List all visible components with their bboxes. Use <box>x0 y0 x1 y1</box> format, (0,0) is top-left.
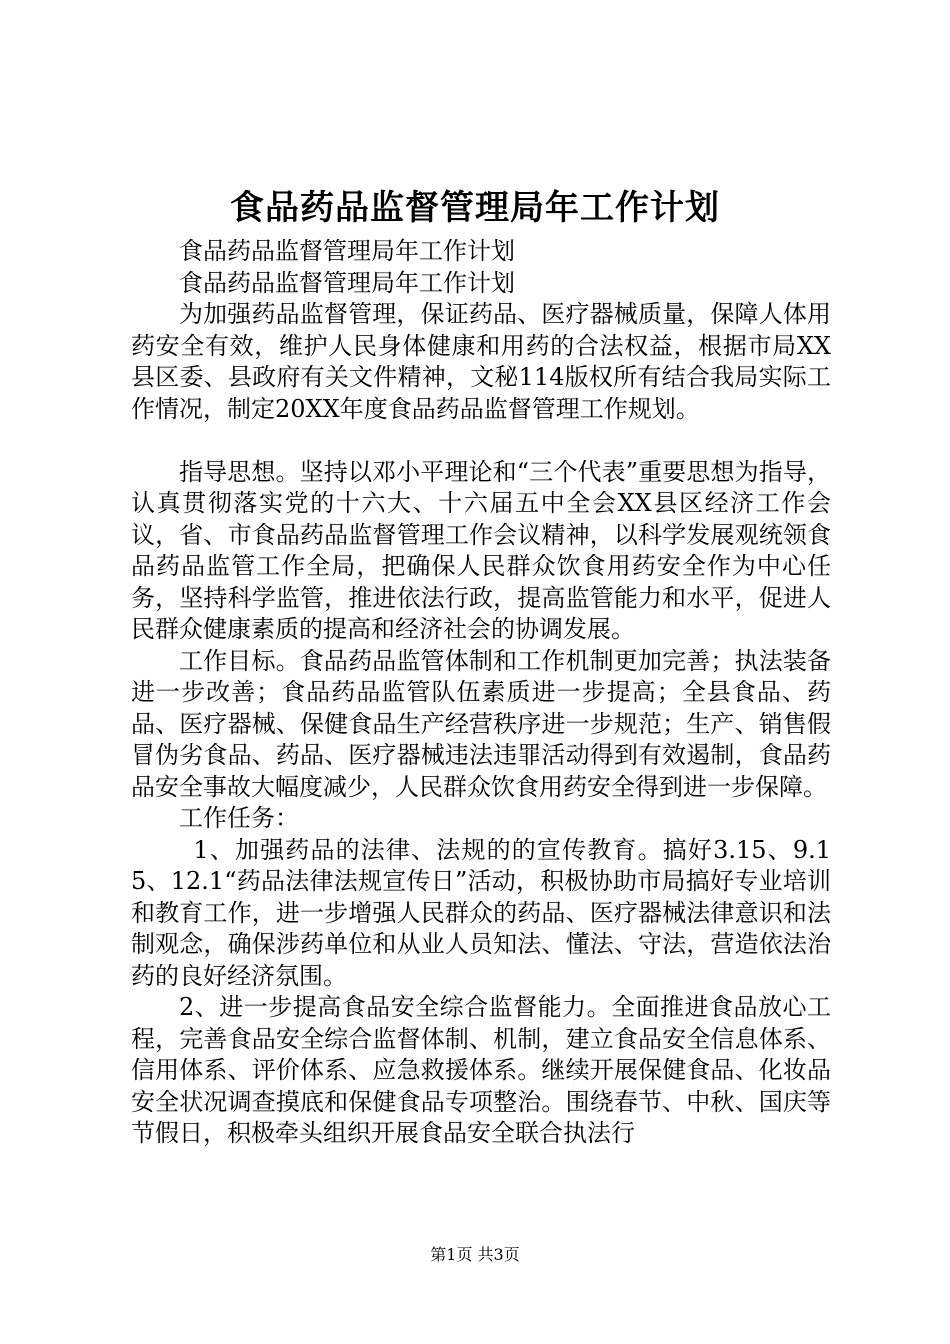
paragraph-heading-repeat-1: 食品药品监督管理局年工作计划 <box>179 237 515 265</box>
paragraph-heading-repeat-2: 食品药品监督管理局年工作计划 <box>179 268 515 297</box>
paragraph-guiding-thought: 指导思想。坚持以邓小平理论和“三个代表”重要思想为指导，认真贯彻落实党的十六大、十六届五中全会XX县区经济工作会议，省、市食品药品监督管理工作会议精神，以科学发展观统领食品药品监管工作全局，把确保人民群众饮食用药安全作为中心任务，坚持科学监管，推进依法行政，提高监管能力和水平，促进人民群众健康素质的提高和经济社会的协调发展。 <box>131 457 831 643</box>
document-body <box>131 236 831 1150</box>
document-title: 食品药品监督管理局年工作计划 <box>230 188 720 228</box>
paragraph-work-tasks-heading: 工作任务： <box>179 804 299 832</box>
page-footer: 第1页 共3页 <box>430 1245 520 1264</box>
paragraph-work-goals: 工作目标。食品药品监管体制和工作机制更加完善；执法装备进一步改善；食品药品监管队伍素质进一步提高；全县食品、药品、医疗器械、保健食品生产经营秩序进一步规范；生产、销售假冒伪劣食品、药品、医疗器械违法违罪活动得到有效遏制，食品药品安全事故大幅度减少，人民群众饮食用药安全得到进一步保障。 <box>131 646 831 801</box>
paragraph-task-2: 2、进一步提高食品安全综合监督能力。全面推进食品放心工程，完善食品安全综合监督体制、机制，建立食品安全信息体系、信用体系、评价体系、应急救援体系。继续开展保健食品、化妆品安全状况调查摸底和保健食品专项整治。围绕春节、中秋、国庆等节假日，积极牵头组织开展食品安全联合执法行 <box>131 993 831 1147</box>
paragraph-task-1: 1、加强药品的法律、法规的的宣传教育。搞好3.15、9.15、12.1“药品法律法规宣传日”活动，积极协助市局搞好专业培训和教育工作，进一步增强人民群众的药品、医疗器械法律意识和法制观念，确保涉药单位和从业人员知法、懂法、守法，营造依法治药的良好经济氛围。 <box>131 835 831 990</box>
paragraph-intro: 为加强药品监督管理，保证药品、医疗器械质量，保障人体用药安全有效，维护人民身体健康和用药的合法权益，根据市局XX县区委、县政府有关文件精神，文秘114版权所有结合我局实际工作情况，制定20XX年度食品药品监督管理工作规划。 <box>131 300 831 423</box>
